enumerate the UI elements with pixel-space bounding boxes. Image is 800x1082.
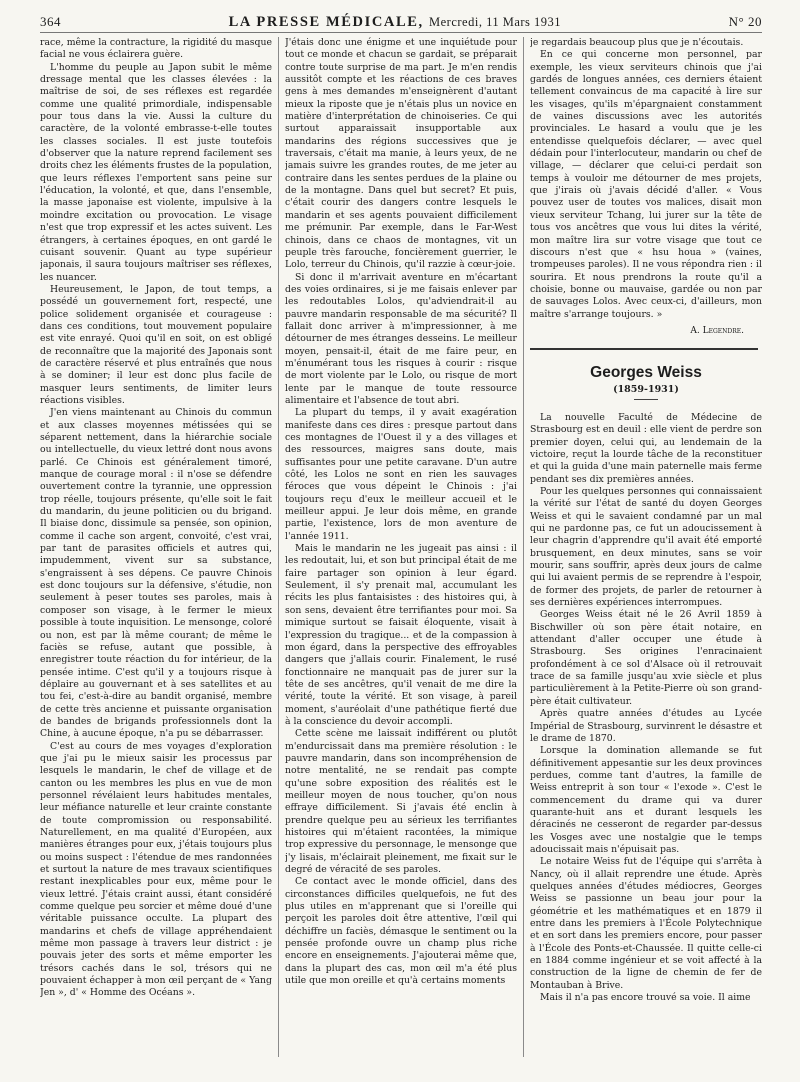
issue-date: Mercredi, 11 Mars 1931 — [429, 15, 562, 29]
paragraph: Cette scène me laissait indifférent ou plutôt m'endurcissait dans ma première résolution : le pauvre mandarin, dans son incompréhension de notre mentalité, ne se rendait pas compte qu'une sobre exposition des réalités est le meilleur moyen de nous toucher, qu'on nous effraye difficilement. Si j'avais été enclin à prendre quelque peu au sérieux les terrifiantes histoires qui m'étaient racontées, la mimique trop expressive du personnage, le mensonge que j'y lisais, m'éclairait pleinement, me fixait sur le degré de véracité de ses paroles. — [285, 728, 517, 876]
paragraph: race, même la contracture, la rigidité du masque facial ne vous éclairera guère. — [40, 37, 272, 61]
paragraph: En ce qui concerne mon personnel, par exemple, les vieux serviteurs chinois que j'ai gardés de longues années, ces derniers étaient tellement convaincus de ma capacité à lire sur les visages, qu'ils m'épargnaient constamment de vaines discussions avec les autorités provinciales. Le hasard a voulu que je les entendisse quelquefois déclarer, — avec quel dédain pour l'interlocuteur, mandarin ou chef de village, — déclarer que celui-ci perdait son temps à vouloir me détourner de mes projets, que j'irais où j'avais décidé d'aller. « Vous pouvez user de toutes vos malices, disait mon vieux serviteur Tchang, lui jurer sur la tête de tous vos ancêtres que vous lui dites la vérité, mon maître lira sur votre visage que tout ce discours n'est que « hsu houa » (vaines, trompeuses paroles). Il ne vous répondra rien : il sourira. Et nous prendrons la route qu'il a choisie, bonne ou mauvaise, gardée ou non par de sauvages Lolos. Avec ceux-ci, d'ailleurs, mon maître s'arrange toujours. » — [530, 49, 762, 320]
obituary-body — [530, 412, 762, 1005]
paragraph: C'est au cours de mes voyages d'exploration que j'ai pu le mieux saisir les processus par lesquels le mandarin, le chef de village et de canton ou les membres les plus en vue de mon personnel révélaient leurs habitudes mentales, leur méfiance naturelle et leur crainte constante de toute compromission ou responsabilité. Naturellement, en ma qualité d'Européen, aux manières étranges pour eux, j'étais toujours plus ou moins suspect : l'étendue de mes randonnées et surtout la nature de mes travaux scientifiques restant inexplicables pour eux, même pour le vieux lettré. J'étais craint aussi, étant considéré comme quelque peu sorcier et même doué d'une véritable puissance occulte. La plupart des mandarins et chefs de village appréhendaient même mon passage à travers leur district : je pouvais jeter des sorts et même emporter les trésors cachés dans le sol, trésors qui ne pouvaient échapper à mon œil perçant de « Yang Jen », d' « Homme des Océans ». — [40, 740, 272, 999]
paragraph: Si donc il m'arrivait aventure en m'écartant des voies ordinaires, si je me faisais enlever par les redoutables Lolos, qu'adviendrait-il au pauvre mandarin responsable de ma sécurité? Il fallait donc arriver à m'impressionner, à me détourner de mes étranges desseins. Le meilleur moyen, pensait-il, était de me faire peur, en m'énumérant tous les risques à courir : risque de mort violente par le Lolo, ou risque de mort lente par le manque de toute ressource alimentaire et l'absence de tout abri. — [285, 271, 517, 406]
section-separator — [530, 348, 758, 350]
column-2 — [285, 37, 517, 1057]
column-1 — [40, 37, 272, 1057]
column-3 — [530, 37, 762, 1057]
paragraph: Georges Weiss était né le 26 Avril 1859 à Bischwiller où son père était notaire, en attendant d'aller occuper une étude à Strasbourg. Ses origines l'enracinaient profondément à ce sol d'Alsace où il retrouvait trace de sa famille jusqu'au xvie siècle et plus particulièrement à la Petite-Pierre où son grand-père était cultivateur. — [530, 609, 762, 707]
page-header — [40, 14, 762, 33]
column-divider — [523, 37, 524, 1057]
article-continuation — [530, 37, 762, 321]
article-signature: A. Legendre. — [690, 325, 744, 336]
title-underline — [634, 399, 658, 400]
journal-title — [229, 14, 561, 31]
paragraph: J'en viens maintenant au Chinois du commun et aux classes moyennes métissées qui se séparent nettement, dans la hiérarchie sociale ou intellectuelle, du vieux lettré dont nous avons parlé. Ce Chinois est généralement timoré, manque de courage moral : il n'ose se défendre ouvertement contre la tyrannie, une oppression trop réelle, toujours présente, qu'elle soit le fait du mandarin, du jeune politicien ou du brigand. Il biaise donc, dissimule sa pensée, son opinion, comme il cache son argent, convoité, c'est vrai, par tant de parasites officiels et autres qui, impudemment, vivent sur sa substance, s'engraissent à ses dépens. Ce pauvre Chinois est donc toujours sur la défensive, s'étudie, non seulement à peser toutes ses paroles, mais à composer son visage, à le fermer le mieux possible à toute inquisition. Le mensonge, coloré ou non, est par là même courant; de même le faciès se refuse, autant que possible, à enregistrer toute réaction du for intérieur, de la pensée intime. C'est qu'il y a toujours risque à déplaire au gouvernant et à ses satellites et au tou fei, c'est-à-dire au bandit organisé, membre de cette très ancienne et puissante organisation de bandes de brigands professionnels dont la Chine, à aucune époque, n'a pu se débarrasser. — [40, 407, 272, 740]
paragraph: La plupart du temps, il y avait exagération manifeste dans ces dires : presque partout dans ces montagnes de l'Ouest il y a des villages et des ressources, maigres sans doute, mais suffisantes pour une petite caravane. D'un autre côté, les Lolos ne sont en rien les sauvages féroces que vous dépeint le Chinois : j'ai toujours reçu d'eux le meilleur accueil et le meilleur appui. Je leur dois même, en grande partie, l'existence, lors de mon aventure de l'année 1911. — [285, 407, 517, 542]
paragraph: Lorsque la domination allemande se fut définitivement appesantie sur les deux provinces perdues, comme tant d'autres, la famille de Weiss entreprit à son tour « l'exode ». C'est le commencement du drame qui va durer quarante-huit ans et durant lesquels les déracinés ne cesseront de regarder par-dessus les Vosges avec une nostalgie que le temps adoucissait mais n'épuisait pas. — [530, 745, 762, 855]
issue-number: N° 20 — [728, 14, 762, 29]
paragraph: Mais le mandarin ne les jugeait pas ainsi : il les redoutait, lui, et son but principal était de me faire partager son opinion à leur égard. Seulement, il s'y prenait mal, accumulant les récits les plus fantaisistes : des histoires qui, à son sens, devaient être terrifiantes pour moi. Sa mimique surtout se faisait éloquente, visait à l'expression du tragique... et de la compassion à mon égard, dans la perspective des effroyables dangers que j'allais courir. Finalement, le rusé fonctionnaire ne manquait pas de jurer sur la tête de ses ancêtres, qu'il venait de me dire la vérité, toute la vérité. Et son visage, à pareil moment, s'auréolait d'une pathétique fierté due à la conscience du devoir accompli. — [285, 543, 517, 727]
paragraph: J'étais donc une énigme et une inquiétude pour tout ce monde et chacun se gardait, se préparait contre toute surprise de ma part. Je m'en rendis aussitôt compte et les réactions de ces braves gens à mes demandes m'enseignèrent d'autant mieux la riposte que je n'étais plus un novice en matière d'interprétation de chinoiseries. Ce qui surtout apparaissait insupportable aux mandarins des régions successives que je traversais, c'était ma manie, à leurs yeux, de ne jamais suivre les grandes routes, de me jeter au contraire dans les sentes perdues de la plaine ou de la montagne. Dans quel but secret? Et puis, c'était courir des dangers contre lesquels le mandarin et ses agents pouvaient difficilement me prémunir. Par exemple, dans le Far-West chinois, dans ce chaos de montagnes, vit un peuple très farouche, foncièrement guerrier, le Lolo, terreur du Chinois, qu'il razzie à cœur-joie. — [285, 37, 517, 271]
column-divider — [278, 37, 279, 1057]
obituary-dates: (1859-1931) — [613, 383, 679, 395]
page-number: 364 — [40, 14, 61, 29]
obituary-title: Georges Weiss — [590, 363, 702, 381]
journal-name: LA PRESSE MÉDICALE, — [228, 14, 424, 30]
paragraph: Mais il n'a pas encore trouvé sa voie. Il aime — [540, 992, 751, 1004]
paragraph: Heureusement, le Japon, de tout temps, a possédé un gouvernement fort, respecté, une police solidement organisée et courageuse : dans ces conditions, tout mouvement populaire est vite enrayé. Quoi qu'il en soit, on est obligé de reconnaître que la majorité des Japonais sont de caractère réservé et plus entraînés que nous à se dominer; il leur est donc plus facile de masquer leurs sentiments, de limiter leurs réactions visibles. — [40, 283, 272, 406]
paragraph: Après quatre années d'études au Lycée Impérial de Strasbourg, survinrent le désastre et le drame de 1870. — [530, 708, 762, 744]
article-columns — [40, 37, 762, 1057]
paragraph: Ce contact avec le monde officiel, dans des circonstances difficiles quelquefois, ne fut des plus utiles en m'apprenant que si l'oreille qui perçoit les paroles doit être attentive, l'œil qui déchiffre un faciès, démasque le sentiment ou la pensée profonde ouvre un champ plus riche encore en enseignements. J'ajouterai même que, dans la plupart des cas, mon œil m'a été plus utile que mon oreille et qu'à certains moments — [285, 876, 517, 987]
paragraph: je regardais beaucoup plus que je n'écoutais. — [530, 37, 744, 48]
paragraph: La nouvelle Faculté de Médecine de Strasbourg est en deuil : elle vient de perdre son premier doyen, celui qui, au lendemain de la victoire, reçut la lourde tâche de la reconstituer et qui la guida d'une main paternelle mais ferme pendant ses dix premières années. — [530, 411, 762, 485]
paragraph: Le notaire Weiss fut de l'équipe qui s'arrêta à Nancy, où il allait reprendre une étude. Après quelques années d'études médiocres, Georges Weiss se passionne un beau jour pour la géométrie et les mathématiques et en 1879 il entre dans les premiers à l'École Polytechnique et en sort dans les premiers encore, pour passer à l'École des Ponts-et-Chaussée. Il quitte celle-ci en 1884 comme ingénieur et se voit affecté à la construction de la ligne de chemin de fer de Montauban à Brive. — [530, 856, 762, 991]
paragraph: L'homme du peuple au Japon subit le même dressage mental que les classes élevées : la maîtrise de soi, de ses réflexes est regardée comme une qualité primordiale, indispensable pour tous dans la vie. Aussi la culture du caractère, de la volonté embrasse-t-elle toutes les classes sociales. Il est juste toutefois d'observer que la nature reprend facilement ses droits chez les éléments frustes de la population, que leurs réflexes l'emportent sans peine sur l'éducation, la volonté, et que, dans l'ensemble, la masse japonaise est violente, impulsive à la moindre excitation ou provocation. Le visage n'est que trop expressif et les actes suivent. Les étrangers, à certaines époques, en ont gardé le cuisant souvenir. Quant au type supérieur japonais, il saura toujours maîtriser ses réflexes, les nuancer. — [40, 61, 272, 283]
paragraph: Pour les quelques personnes qui connaissaient la vérité sur l'état de santé du doyen Georges Weiss et qui le savaient condamné par un mal qui ne pardonne pas, ce fut un adoucissement à leur chagrin d'apprendre qu'il avait été emporté brusquement, en deux minutes, sans se voir mourir, sans souffrir, après deux jours de calme qui lui avaient permis de se reprendre à l'espoir, de former des projets, de parler de retourner à ses dernières expériences interrompues. — [530, 485, 762, 609]
